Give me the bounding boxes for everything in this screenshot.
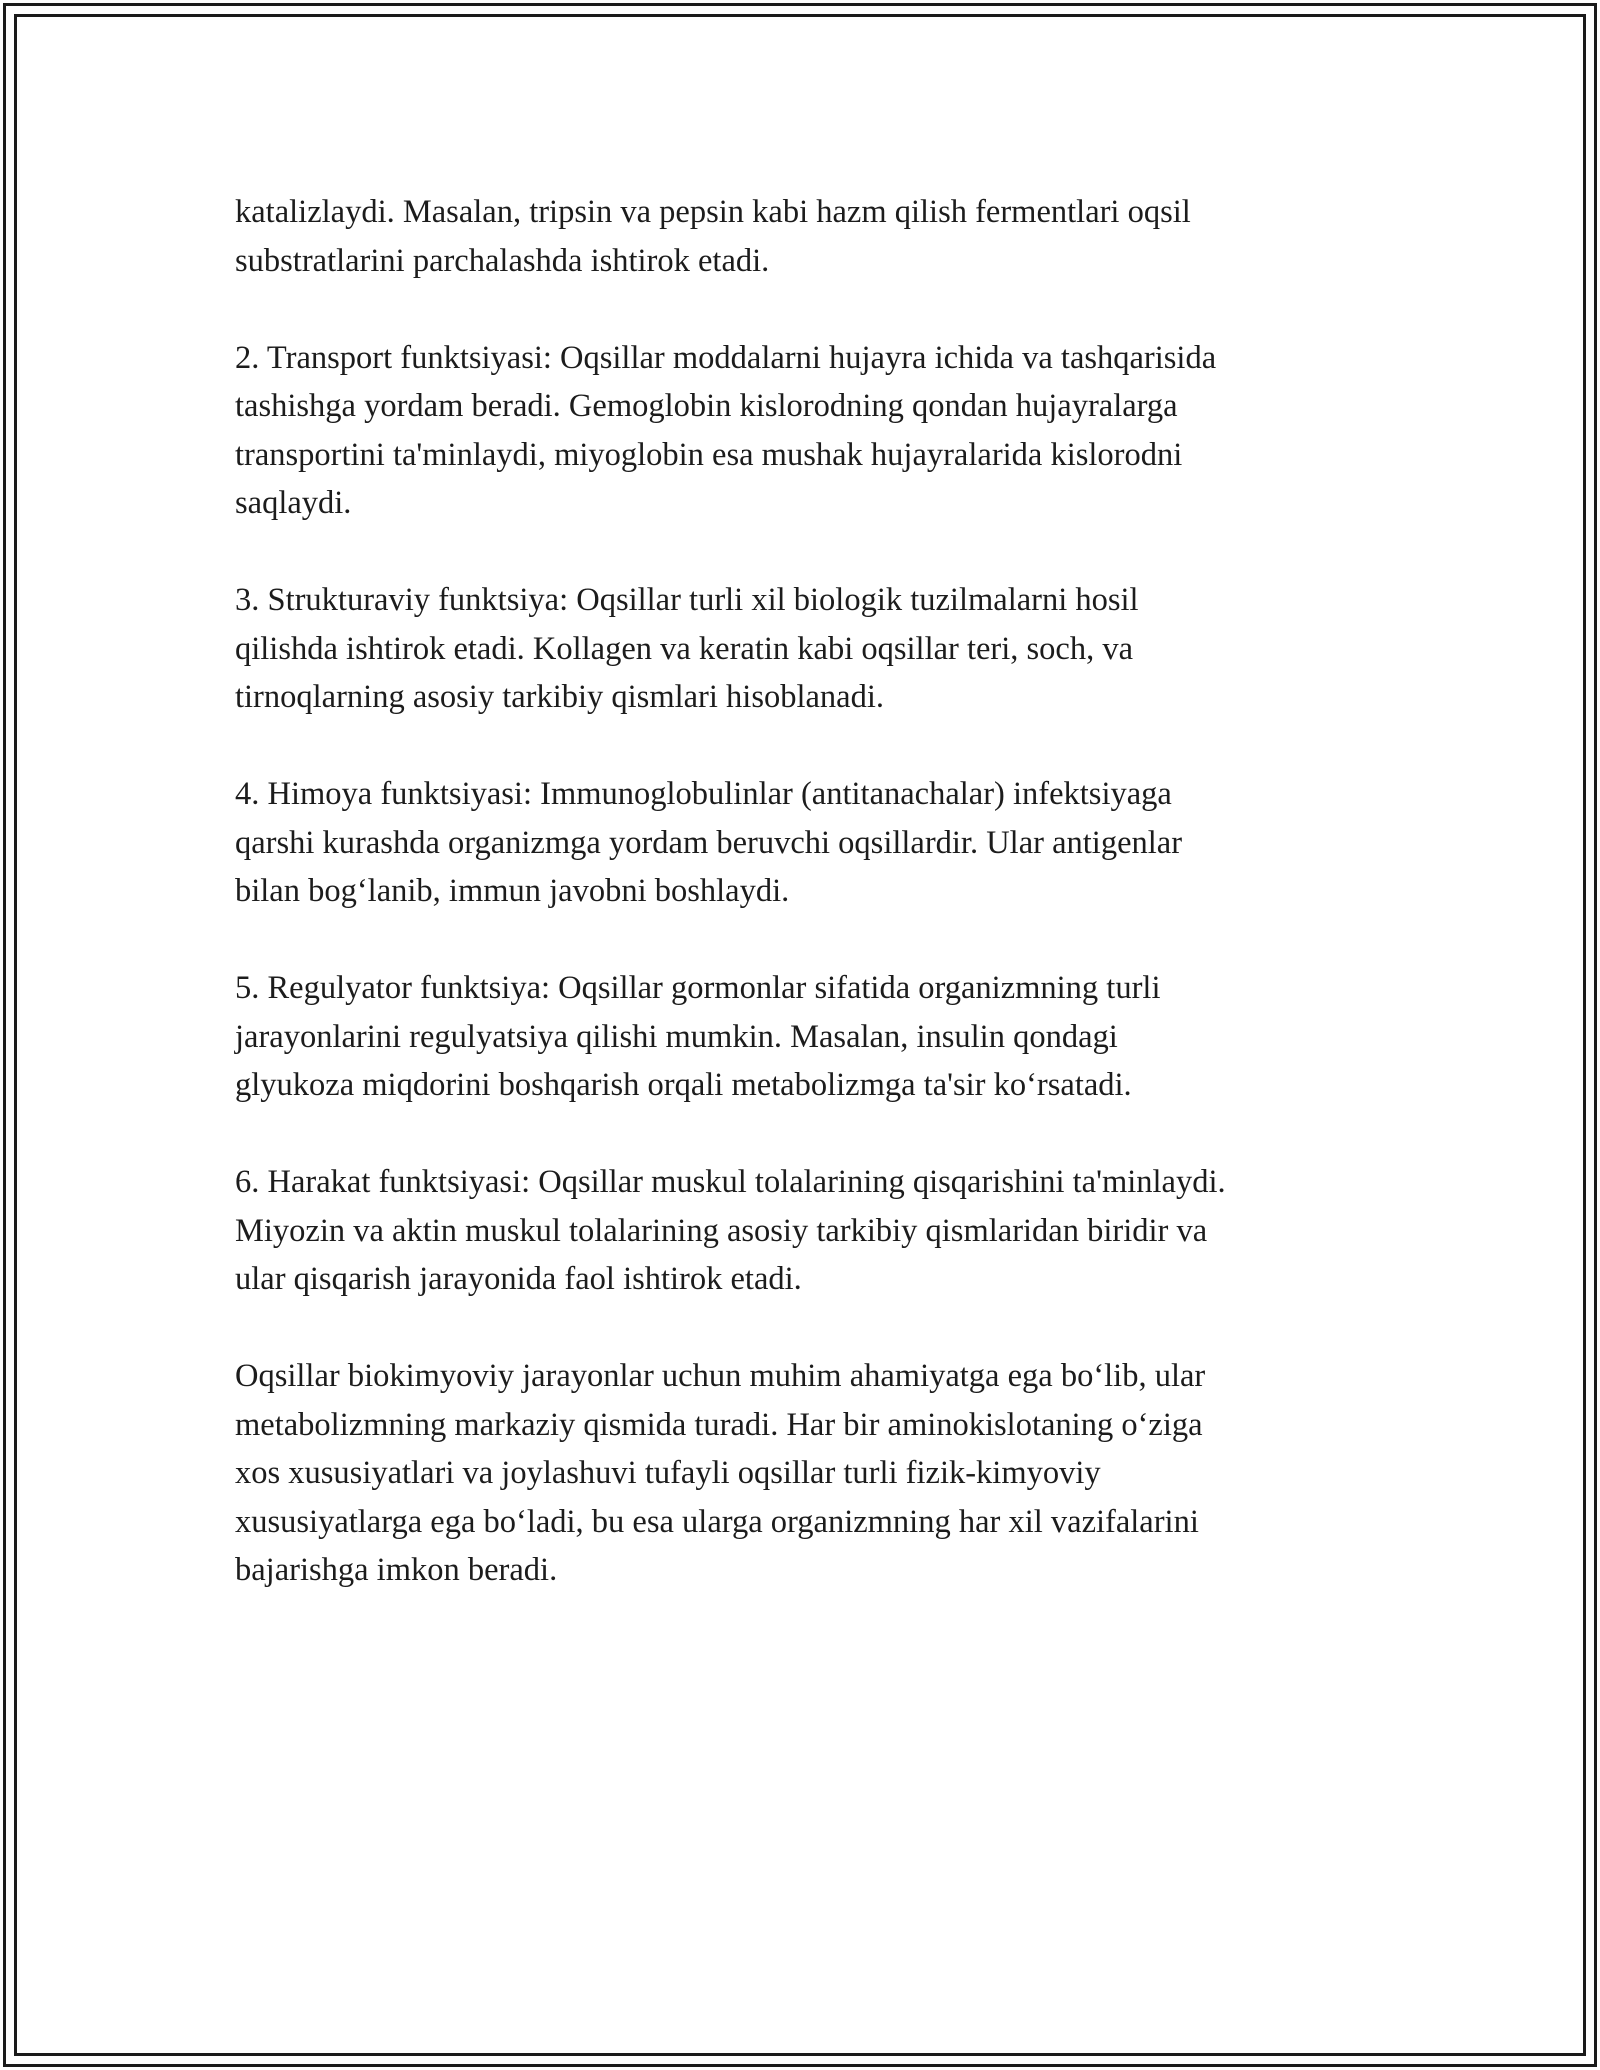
text-line: Miyozin va aktin muskul tolalarining asosiy tarkibiy qismlaridan biridir va <box>235 1212 1208 1249</box>
text-line: xos xususiyatlari va joylashuvi tufayli oqsillar turli fizik-kimyoviy <box>235 1455 1101 1491</box>
paragraph-conclusion <box>235 1352 1365 1595</box>
text-line: tashishga yordam beradi. Gemoglobin kislorodning qondan hujayralarga <box>235 388 1178 424</box>
text-line: 3. Strukturaviy funktsiya: Oqsillar turli xil biologik tuzilmalarni hosil <box>235 582 1139 618</box>
text-line: bilan bog‘lanib, immun javobni boshlaydi. <box>235 873 790 909</box>
paragraph-catalysis-continuation <box>235 188 1365 285</box>
text-line: transportini ta'minlaydi, miyoglobin esa mushak hujayralarida kislorodni <box>235 436 1183 473</box>
document-body <box>235 188 1365 1643</box>
text-line: qilishda ishtirok etadi. Kollagen va keratin kabi oqsillar teri, soch, va <box>235 630 1134 667</box>
text-line: katalizlaydi. Masalan, tripsin va pepsin kabi hazm qilish fermentlari oqsil <box>235 194 1191 230</box>
text-line: 4. Himoya funktsiyasi: Immunoglobulinlar (antitanachalar) infektsiyaga <box>235 776 1172 812</box>
text-line: metabolizmning markaziy qismida turadi. Har bir aminokislotaning o‘ziga <box>235 1406 1203 1443</box>
text-line: 5. Regulyator funktsiya: Oqsillar gormonlar sifatida organizmning turli <box>235 970 1161 1006</box>
text-line: ular qisqarish jarayonida faol ishtirok etadi. <box>235 1261 802 1297</box>
text-line: Oqsillar biokimyoviy jarayonlar uchun muhim ahamiyatga ega bo‘lib, ular <box>235 1358 1206 1394</box>
paragraph-regulatory-function <box>235 964 1365 1110</box>
paragraph-motor-function <box>235 1158 1365 1304</box>
text-line: substratlarini parchalashda ishtirok etadi. <box>235 242 770 279</box>
paragraph-protective-function <box>235 770 1365 916</box>
text-line: tirnoqlarning asosiy tarkibiy qismlari hisoblanadi. <box>235 679 885 715</box>
paragraph-transport-function <box>235 334 1365 528</box>
text-line: 6. Harakat funktsiyasi: Oqsillar muskul tolalarining qisqarishini ta'minlaydi. <box>235 1164 1226 1200</box>
paragraph-structural-function <box>235 576 1365 722</box>
text-line: xususiyatlarga ega bo‘ladi, bu esa ularga organizmning har xil vazifalarini <box>235 1503 1199 1540</box>
text-line: bajarishga imkon beradi. <box>235 1552 558 1588</box>
text-line: saqlaydi. <box>235 485 352 521</box>
text-line: qarshi kurashda organizmga yordam beruvchi oqsillardir. Ular antigenlar <box>235 824 1183 861</box>
text-line: glyukoza miqdorini boshqarish orqali metabolizmga ta'sir ko‘rsatadi. <box>235 1067 1132 1103</box>
text-line: 2. Transport funktsiyasi: Oqsillar moddalarni hujayra ichida va tashqarisida <box>235 339 1217 376</box>
text-line: jarayonlarini regulyatsiya qilishi mumkin. Masalan, insulin qondagi <box>235 1018 1118 1055</box>
